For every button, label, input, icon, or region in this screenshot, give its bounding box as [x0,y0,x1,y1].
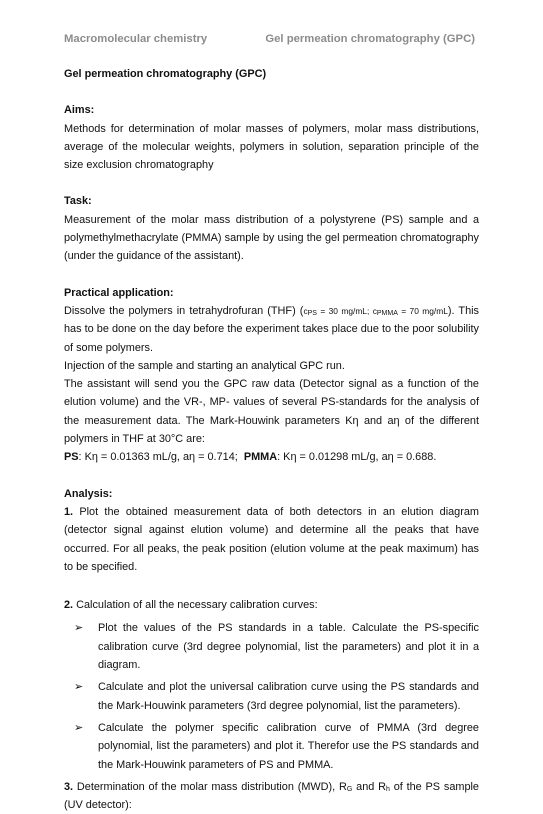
arrow-bullet-icon: ➢ [74,681,84,694]
arrow-bullet-icon: ➢ [74,721,84,734]
bullet-item: ➢ Calculate the polymer specific calibration curve of PMMA (3rd degree polynomial, list the parameters) and plot it. Therefor use the PS standards and the Mark-Houwink parameters of PS and PMMA. [74,719,479,774]
document-title: Gel permeation chromatography (GPC) [64,68,267,80]
analysis-item-1: 1. Plot the obtained measurement data of both detectors in an elution diagram (detector signal against elution volume) and determine all the peaks that have occurred. For all peaks, the peak position (elution volume at the peak maximum) has to be specified. [64,505,479,573]
bullet-item: ➢ Calculate and plot the universal calibration curve using the PS standards and the Mark-Houwink parameters (3rd degree polynomial, list the parameters). [74,678,479,715]
practical-paragraph-1 [64,302,479,357]
analysis-item-3: 3. Determination of the molar mass distribution (MWD), $R_G$ and $R_h$ of the PS sample (UV detector): [64,780,479,812]
practical-paragraph-2: Injection of the sample and starting an analytical GPC run. [64,359,345,372]
practical-paragraph-3: The assistant will send you the GPC raw data (Detector signal as a function of the elution volume) and the VR-, MP- values of several PS-standards for the analysis of the measurement data. The Mark-Houwink parameters Kη and aη of the different polymers in THF at 30°C are: [64,378,479,446]
mark-houwink-values [64,448,479,466]
header-right: Gel permeation chromatography (GPC) [265,33,475,45]
concentration-ps: $c_{PS} = 30$ mg/mL; $c_{PMMA} = 70$ mg/mL [303,305,448,317]
practical-heading: Practical application: [64,286,174,299]
header-left: Macromolecular chemistry [64,33,208,45]
calibration-bullet-list [64,619,479,773]
ps-values: : Kη = 0.01363 mL/g, aη = 0.714; [78,451,238,464]
pmma-values: : Kη = 0.01298 mL/g, aη = 0.688. [277,451,437,464]
bullet-item: ➢ Plot the values of the PS standards in a table. Calculate the PS-specific calibration curve (3rd degree polynomial, list the parameters) and plot it in a diagram. [74,619,479,674]
analysis-item-2: 2. Calculation of all the necessary calibration curves: [64,599,318,612]
analysis-heading: Analysis: [64,487,113,500]
practical-p1-end: ). This has to be done on the day before the experiment takes place due to the poor solubility of some polymers. [64,304,479,354]
task-heading: Task: [64,195,92,208]
aims-heading: Aims: [64,104,95,117]
practical-p1-start: Dissolve the polymers in tetrahydrofuran (THF) ( [64,304,304,317]
ps-label: PS [64,451,79,464]
page-header [64,31,479,47]
arrow-bullet-icon: ➢ [74,622,84,635]
task-text: Measurement of the molar mass distribution of a polystyrene (PS) sample and a polymethylmethacrylate (PMMA) sample by using the gel permeation chromatography (under the guidance of the assistant). [64,213,479,263]
aims-text: Methods for determination of molar masses of polymers, molar mass distributions, average of the molecular weights, polymers in solution, separation principle of the size exclusion chromatography [64,122,479,172]
pmma-label: PMMA [243,451,278,464]
